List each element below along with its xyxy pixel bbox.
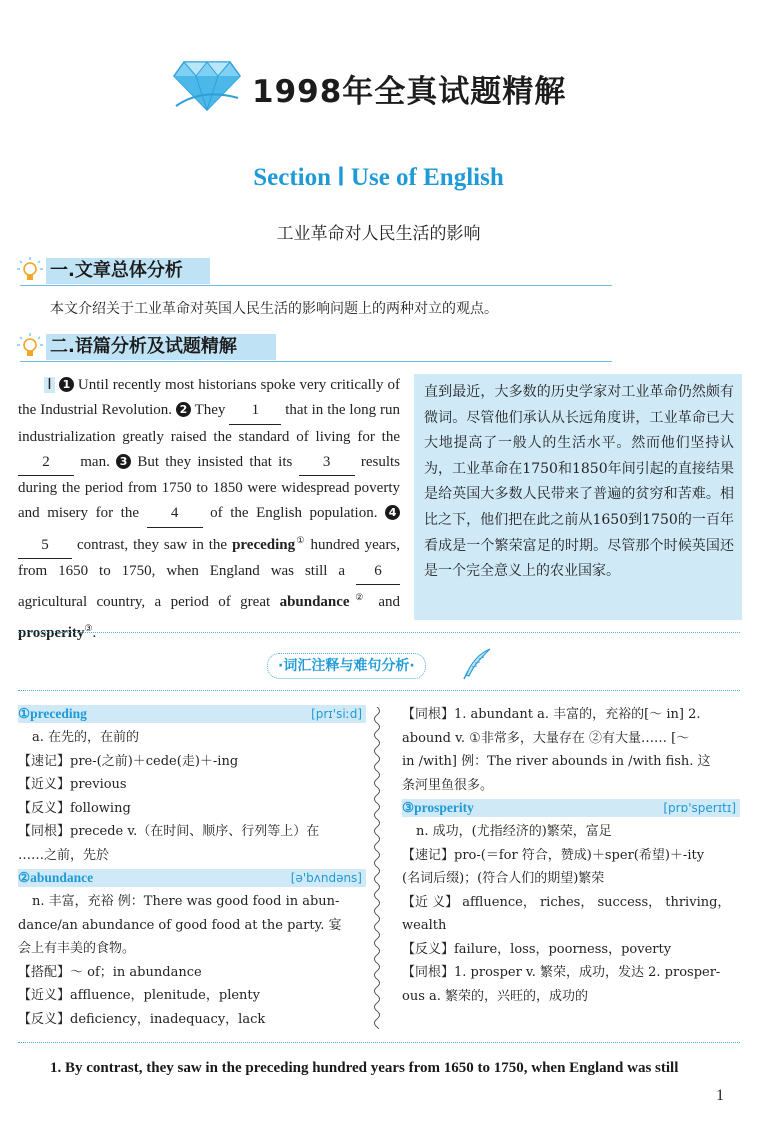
vocab-line: 【近义】affluence，plenitude，plenty [18, 988, 260, 1003]
sentence-4-part: contrast, they saw in the [76, 536, 228, 553]
divider [18, 632, 740, 633]
vocab-line: n. 成功，(尤指经济的)繁荣，富足 [416, 824, 612, 839]
vocab-line: 【反义】failure，loss，poorness，poverty [402, 941, 672, 957]
vocab-line: 会上有丰美的食物。 [18, 941, 136, 956]
vocab-word: ①preceding [18, 706, 87, 721]
footnote-mark: ② [349, 592, 369, 603]
vocab-line: dance/an abundance of good food at the party. 宴 [18, 917, 342, 933]
divider [18, 690, 740, 691]
analysis-sentence: 1. By contrast, they saw in the preceding hundred years from 1650 to 1750, when England was still [50, 1060, 679, 1076]
blank-1: 1 [229, 398, 281, 424]
vocab-line: 【速记】pro-(＝for 符合，赞成)＋sper(希望)＋-ity [402, 847, 705, 863]
vocab-entry-header [18, 705, 366, 723]
vocab-word-prosperity: prosperity [18, 624, 85, 641]
lightbulb-icon [16, 332, 44, 360]
divider [20, 361, 612, 362]
vocab-line: 【反义】following [18, 800, 131, 816]
vocab-word-abundance: abundance [279, 594, 350, 611]
vocab-word: ③prosperity [402, 800, 474, 815]
divider [20, 285, 612, 286]
section-heading-analysis: 二.语篇分析及试题精解 [46, 334, 276, 360]
vocab-line: 【反义】deficiency，inadequacy，lack [18, 1011, 266, 1027]
sentence-4-part: agricultural country, a period of great [18, 594, 271, 611]
vocab-line: ous a. 繁荣的，兴旺的，成功的 [402, 988, 589, 1004]
sentence-3-part: But they insisted that its [137, 453, 293, 470]
vocab-column-left [18, 703, 366, 1031]
footnote-mark: ③ [84, 622, 93, 633]
section-heading: Section Ⅰ Use of English [253, 164, 504, 191]
page-title: 1998年全真试题精解 [252, 74, 567, 110]
sentence-number: 1 [59, 377, 74, 392]
summary-text: 本文介绍关于工业革命对英国人民生活的影响问题上的两种对立的观点。 [50, 301, 498, 317]
sentence-2-part: They [194, 402, 226, 419]
sentence-number: 3 [116, 454, 131, 469]
phonetic: [prɪ'siːd] [311, 707, 362, 721]
vocab-line: abound v. ①非常多，大量存在 ②有大量…… [～ [402, 730, 690, 746]
vocab-entry-header [402, 799, 740, 817]
section-heading-overview: 一.文章总体分析 [46, 258, 210, 284]
sentence-3-part: of the English population. [210, 505, 378, 522]
column-divider [371, 707, 383, 1029]
sentence-2-part: that in the long run industrialization greatly raised the standard of living for the [18, 402, 401, 445]
sentence-4-part: . [92, 624, 97, 641]
vocab-line: 【近 义】 affluence， riches， success， thriving， [402, 894, 731, 910]
blank-2: 2 [18, 450, 74, 476]
vocab-line: 【搭配】～ of；in abundance [18, 964, 202, 980]
vocab-word-preceding: preceding [232, 536, 296, 553]
vocab-entry-header [18, 869, 366, 887]
diamond-icon [172, 58, 242, 112]
sentence-4-part: hundred years, from 1650 to 1750, when England was still a [18, 536, 401, 580]
vocab-line: n. 丰富，充裕 例：There was good food in abun- [32, 894, 340, 909]
vocab-line: in /with] 例：The river abounds in /with fish. 这 [402, 754, 711, 769]
phonetic: [prɒ'sperɪtɪ] [663, 801, 736, 815]
blank-5: 5 [18, 533, 72, 559]
vocab-line: ……之前，先於 [18, 847, 110, 863]
vocab-line: 【同根】1. abundant a. 丰富的，充裕的[～ in] 2. [402, 707, 701, 722]
sentence-4-part: and [378, 594, 401, 611]
quill-icon [460, 647, 494, 681]
sentence-1: Until recently most historians spoke very critically of the Industrial Revolution. [18, 377, 400, 419]
paragraph-mark: Ⅰ [44, 377, 55, 393]
sentence-number: 4 [385, 505, 400, 520]
blank-4: 4 [147, 501, 203, 527]
vocab-word: ②abundance [18, 870, 94, 885]
article-title: 工业革命对人民生活的影响 [276, 224, 481, 244]
vocab-line: 【速记】pre-(之前)＋cede(走)＋-ing [18, 753, 239, 769]
footnote-mark: ① [295, 534, 306, 545]
vocab-line: 【近义】previous [18, 777, 127, 792]
translation-panel: 直到最近，大多数的历史学家对工业革命仍然颇有微词。尽管他们承认从长远角度讲，工业革命已大大地提高了一般人的生活水平。然而他们坚持认为，工业革命在1750和1850年间引起的直接结果是给英国大多数人民带来了普遍的贫穷和苦难。相比之下，他们把在此之前从1650到1750的一百年看成是一个繁荣富足的时期。尽管那个时候英国还是一个完全意义上的农业国家。 [414, 374, 742, 620]
vocab-column-right [402, 703, 740, 1008]
sentence-number: 2 [176, 402, 191, 417]
vocab-line: a. 在先的，在前的 [32, 730, 140, 745]
vocab-line: 【同根】1. prosper v. 繁荣，成功，发达 2. prosper- [402, 965, 721, 980]
divider [18, 1042, 740, 1043]
vocab-line: wealth [402, 918, 447, 933]
vocab-line: 条河里鱼很多。 [402, 777, 494, 793]
blank-6: 6 [356, 559, 400, 585]
vocab-line: (名词后缀)；(符合人们的期望)繁荣 [402, 871, 605, 886]
blank-3: 3 [299, 450, 355, 476]
page-number: 1 [716, 1087, 724, 1104]
passage-text [18, 373, 400, 646]
sentence-3-part: results during the period from 1750 to 1850 were widespread poverty and misery for the [18, 453, 400, 522]
vocab-section-title: ·词汇注释与难句分析· [267, 653, 426, 679]
phonetic: [ə'bʌndəns] [290, 871, 362, 885]
vocab-line: 【同根】precede v.（在时间、顺序、行列等上）在 [18, 824, 320, 839]
lightbulb-icon [16, 256, 44, 284]
sentence-2-part: man. [80, 453, 110, 470]
